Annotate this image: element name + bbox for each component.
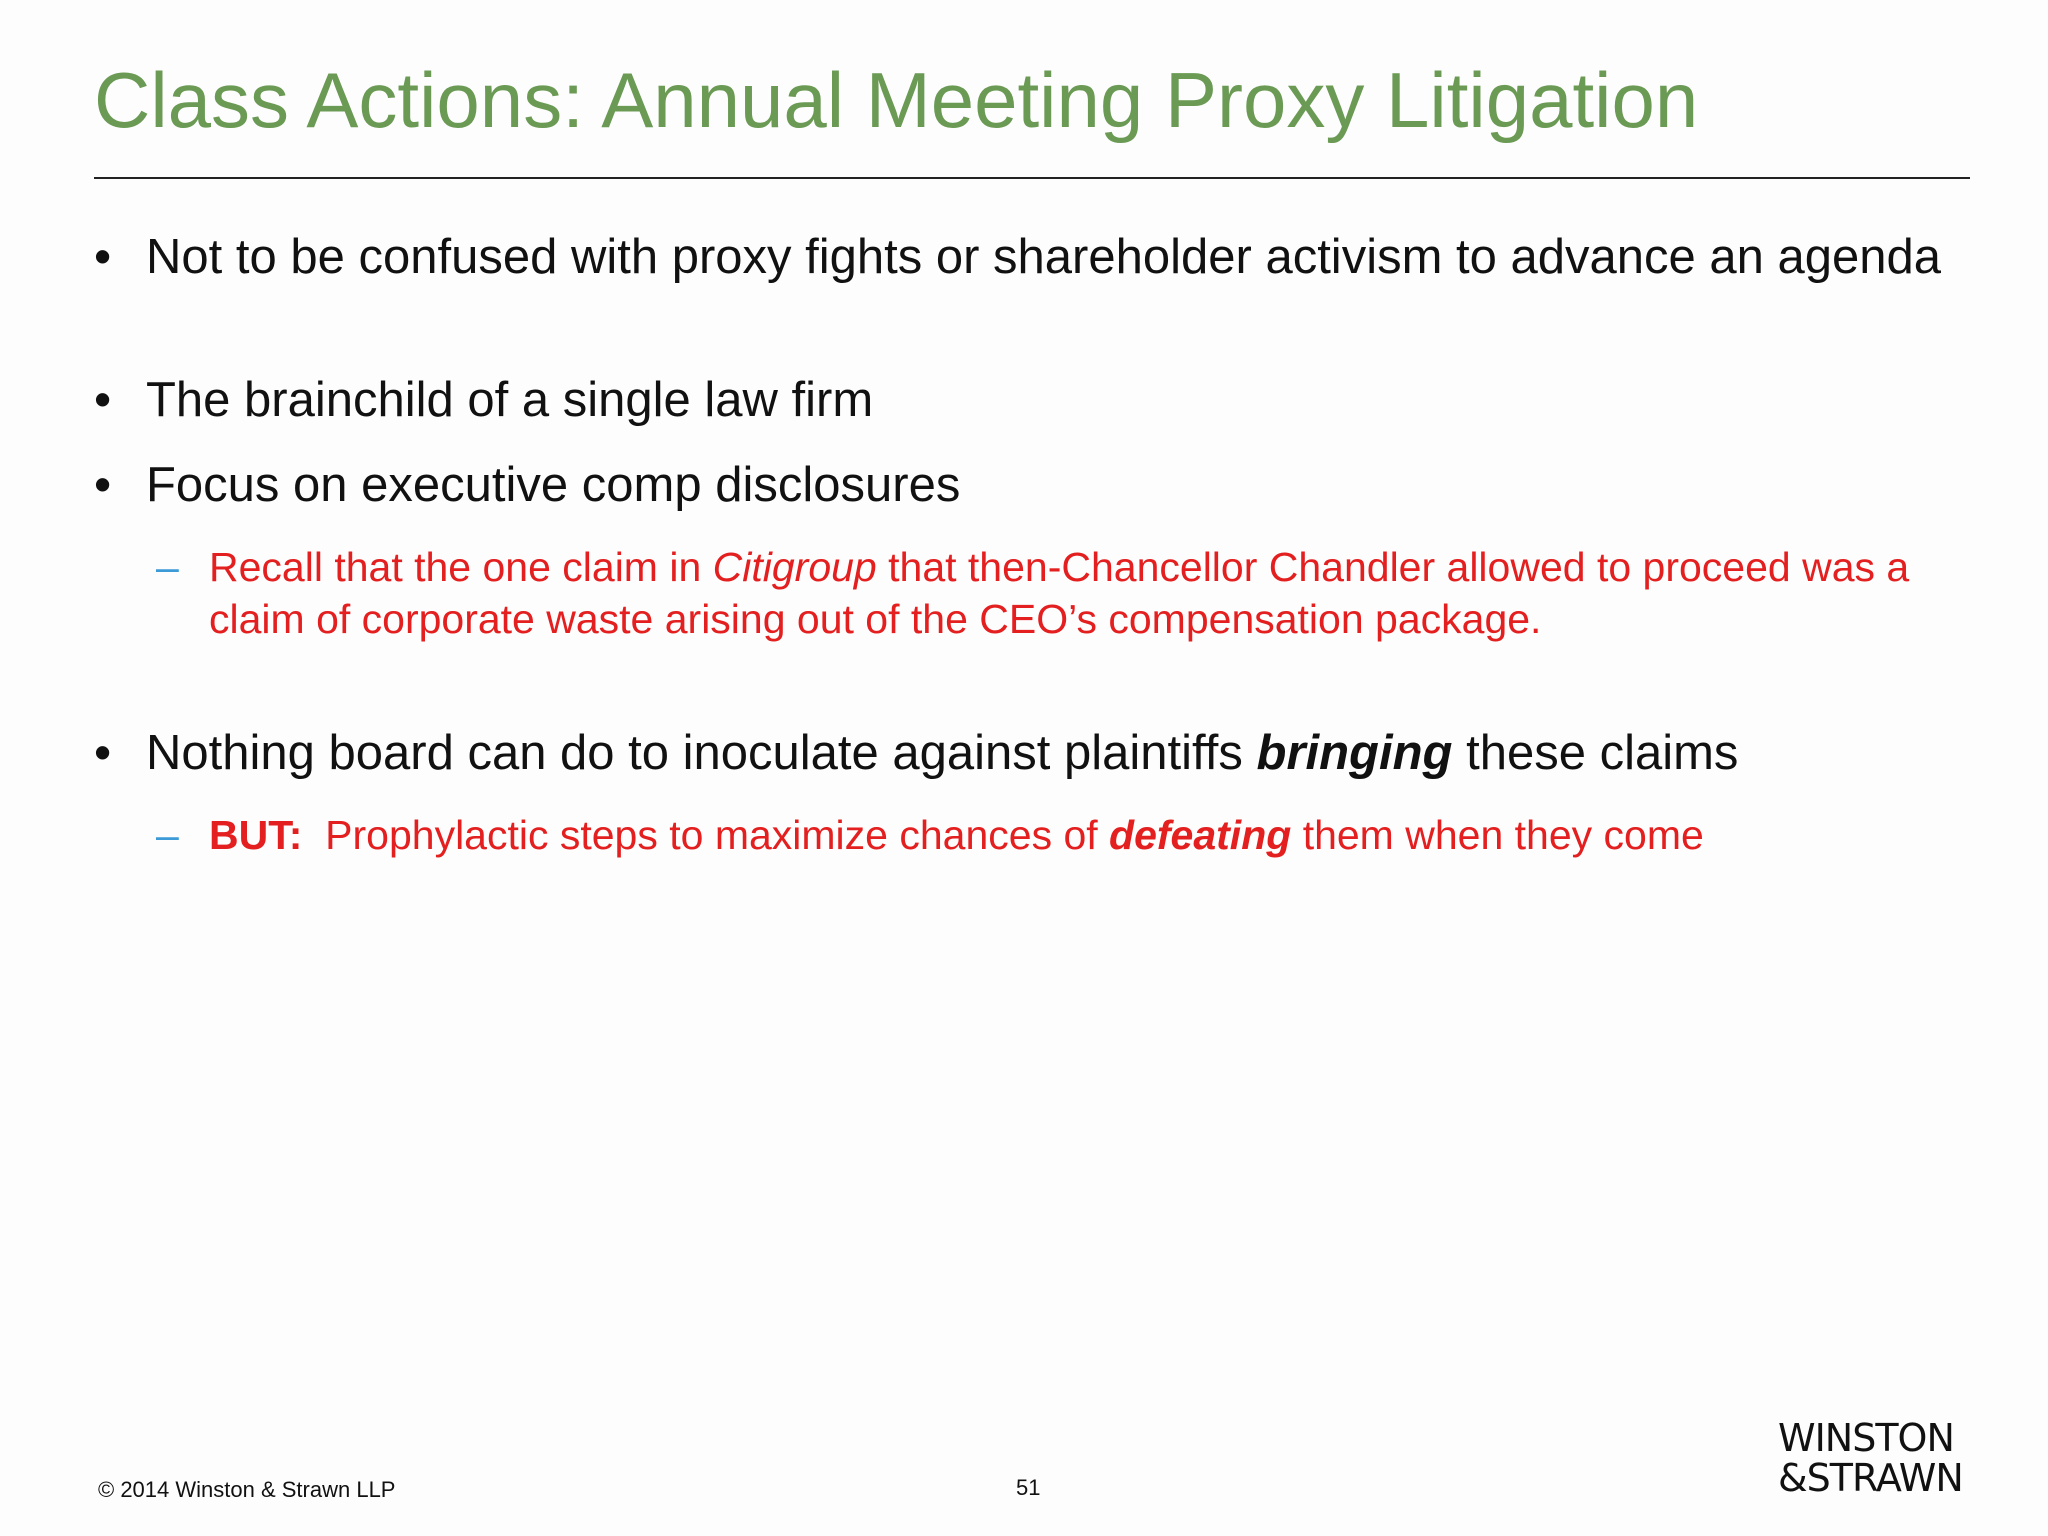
- emphasis-bold-italic: bringing: [1256, 726, 1453, 780]
- bullet-text: Focus on executive comp disclosures: [146, 458, 961, 512]
- bullet-text-part: these claims: [1452, 726, 1739, 780]
- title-divider: [94, 177, 1970, 179]
- bullet-text: [146, 724, 1946, 782]
- sub-text-part: them when they come: [1291, 812, 1704, 858]
- bullet-text-part: Nothing board can do to inoculate against plaintiffs: [146, 726, 1257, 780]
- bullet-marker: •: [94, 230, 112, 284]
- footer-copyright: © 2014 Winston & Strawn LLP: [98, 1477, 396, 1502]
- sub-bullet-text: [209, 541, 1969, 645]
- logo-line: &STRAWN: [1778, 1456, 1963, 1500]
- bullet-text: The brainchild of a single law firm: [146, 373, 874, 427]
- emphasis-bold-italic: defeating: [1109, 812, 1292, 858]
- emphasis-bold: BUT:: [209, 812, 303, 858]
- bullet-marker: •: [94, 373, 112, 427]
- sub-bullet-text: [209, 809, 1969, 861]
- page-number: 51: [1016, 1475, 1041, 1500]
- bullet-marker: •: [94, 458, 112, 512]
- bullet-marker: •: [94, 726, 112, 780]
- sub-text-part: that then-Chancellor Chandler allowed to proceed was a claim of corporate waste arising out of the CEO’s compensation package.: [209, 544, 1910, 642]
- slide-title: Class Actions: Annual Meeting Proxy Litigation: [94, 56, 1699, 144]
- sub-text-part: Recall that the one claim in: [209, 544, 713, 590]
- logo-line: WINSTON: [1778, 1416, 1954, 1460]
- bullet-text: Not to be confused with proxy fights or shareholder activism to advance an agenda: [146, 230, 1941, 284]
- case-name-italic: Citigroup: [712, 544, 877, 590]
- sub-bullet-marker: –: [156, 544, 179, 590]
- winston-strawn-logo: [1778, 1418, 1970, 1498]
- sub-text-part: Prophylactic steps to maximize chances of: [302, 812, 1110, 858]
- sub-bullet-marker: –: [156, 812, 179, 858]
